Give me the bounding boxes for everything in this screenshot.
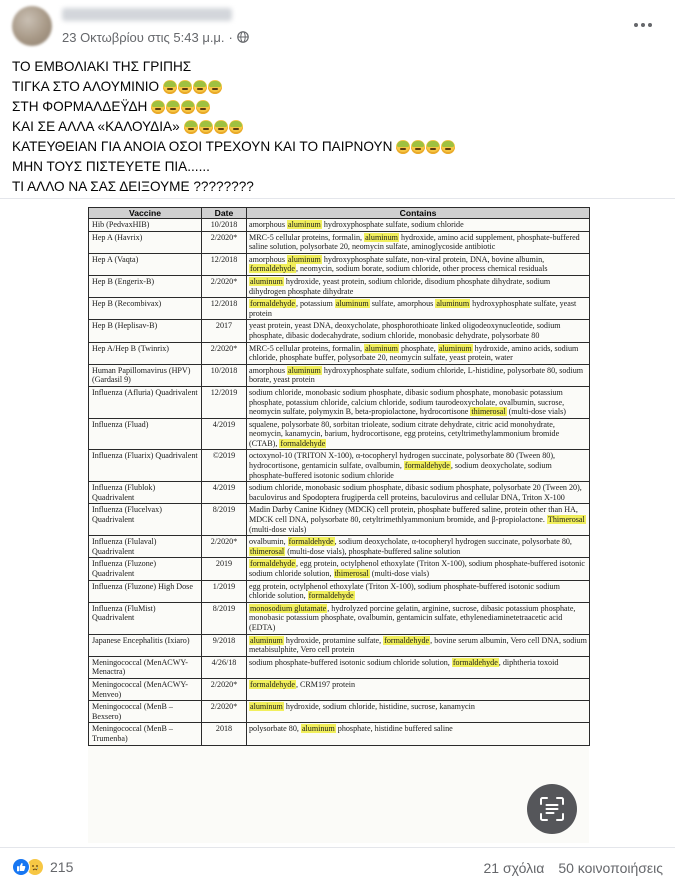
post-text-line-text: ΚΑΤΕΥΘΕΙΑΝ ΓΙΑ ΑΝΟΙΑ ΟΣΟΙ ΤΡΕΧΟΥΝ ΚΑΙ ΤΟ ΠΑΙΡΝΟΥΝ (12, 139, 393, 154)
post-meta (62, 29, 249, 45)
vaccine-name-cell: Meningococcal (MenB – Trumenba) (89, 723, 202, 745)
vaccine-name-cell: Human Papillomavirus (HPV) (Gardasil 9) (89, 364, 202, 386)
post-text-line-text: ΜΗΝ ΤΟΥΣ ΠΙΣΤΕΥΕΤΕ ΠΙΑ...... (12, 159, 210, 174)
header-date: Date (202, 208, 247, 219)
nauseated-face-icon (208, 80, 222, 94)
date-cell: 4/2019 (202, 482, 247, 504)
vaccine-name-cell: Hep A (Vaqta) (89, 253, 202, 275)
reaction-count: 215 (50, 859, 74, 875)
table-row (89, 275, 590, 297)
date-cell: 2/2020* (202, 701, 247, 723)
table-row (89, 482, 590, 504)
vaccine-name-cell: Influenza (FluMist) Quadrivalent (89, 602, 202, 634)
vaccine-name-cell: Hib (PedvaxHIB) (89, 219, 202, 232)
vaccine-ingredients-table-scan (88, 207, 589, 843)
visual-search-button[interactable] (527, 784, 577, 834)
highlighted-ingredient: formaldehyde (250, 559, 295, 569)
table-row (89, 231, 590, 253)
vaccine-name-cell: Hep A (Havrix) (89, 231, 202, 253)
vaccine-name-cell: Hep B (Heplisav-B) (89, 320, 202, 342)
highlighted-ingredient: thimerosal (250, 546, 285, 556)
date-cell: 2017 (202, 320, 247, 342)
highlighted-ingredient: monosodium glutamate (250, 603, 327, 613)
post-text-line (12, 117, 662, 137)
highlighted-ingredient: aluminum (250, 702, 283, 712)
emoji-group (163, 80, 222, 94)
date-cell: 2/2020* (202, 678, 247, 700)
post-image[interactable] (0, 198, 675, 848)
globe-icon[interactable] (237, 31, 249, 43)
table-row (89, 558, 590, 580)
vaccine-name-cell: Influenza (Fluarix) Quadrivalent (89, 450, 202, 482)
scan-text-icon (539, 796, 565, 822)
contains-cell: polysorbate 80, aluminum phosphate, histidine buffered saline (247, 723, 590, 745)
post-text-line (12, 137, 662, 157)
emoji-group (151, 100, 210, 114)
highlighted-ingredient: aluminum (301, 724, 335, 734)
table-header-row (89, 208, 590, 219)
contains-cell: Madin Darby Canine Kidney (MDCK) cell protein, phosphate buffered saline, protein other than HA, MDCK cell DNA, polysorbate 80, cetyltrimethlyammonium bromide, and β-propiolactone. Thimerosal (multi-dose vials) (247, 504, 590, 536)
highlighted-ingredient: aluminum (288, 365, 321, 375)
date-cell: 12/2018 (202, 298, 247, 320)
highlighted-ingredient: aluminum (250, 635, 283, 645)
date-cell: 9/2018 (202, 634, 247, 656)
contains-cell: yeast protein, yeast DNA, deoxycholate, phosphorothioate linked oligodeoxynucleotide, sodium phosphate, dibasic dodecahydrate, sodium chloride, monobasic dehydrate, polysorbate 80 (247, 320, 590, 342)
date-cell: 2/2020* (202, 275, 247, 297)
highlighted-ingredient: formaldehyde (288, 537, 334, 547)
nauseated-face-icon (181, 100, 195, 114)
nauseated-face-icon (163, 80, 177, 94)
post-text-line-text: ΤΙ ΑΛΛΟ ΝΑ ΣΑΣ ΔΕΙΞΟΥΜΕ ???????? (12, 179, 254, 194)
table-row (89, 450, 590, 482)
more-options-icon[interactable] (631, 14, 655, 36)
table-row (89, 536, 590, 558)
contains-cell: formaldehyde, egg protein, octylphenol ethoxylate (Triton X-100), sodium phosphate-buffered isotonic sodium chloride solution, thimerosal (multi-dose vials) (247, 558, 590, 580)
highlighted-ingredient: aluminum (250, 276, 283, 286)
vaccine-name-cell: Hep B (Engerix-B) (89, 275, 202, 297)
vaccine-name-cell: Influenza (Afluria) Quadrivalent (89, 386, 202, 418)
date-cell: 4/2019 (202, 418, 247, 450)
reactions-summary[interactable] (12, 858, 73, 876)
nauseated-face-icon (184, 120, 198, 134)
highlighted-ingredient: formaldehyde (250, 299, 295, 309)
date-cell: 2/2020* (202, 536, 247, 558)
highlighted-ingredient: formaldehyde (384, 635, 430, 645)
date-cell: 1/2019 (202, 580, 247, 602)
highlighted-ingredient: aluminum (365, 232, 398, 242)
nauseated-face-icon (151, 100, 165, 114)
nauseated-face-icon (441, 140, 455, 154)
vaccine-name-cell: Influenza (Flublok) Quadrivalent (89, 482, 202, 504)
date-cell: 12/2019 (202, 386, 247, 418)
highlighted-ingredient: formaldehyde (280, 438, 326, 448)
comments-count[interactable]: 21 σχόλια (483, 860, 545, 876)
nauseated-face-icon (426, 140, 440, 154)
vaccine-name-cell: Meningococcal (MenACWY-Menactra) (89, 656, 202, 678)
header-contains: Contains (247, 208, 590, 219)
footer-stats (484, 860, 663, 876)
post-text-line-text: ΤΟ ΕΜΒΟΛΙΑΚΙ ΤΗΣ ΓΡΙΠΗΣ (12, 59, 192, 74)
vaccine-name-cell: Hep B (Recombivax) (89, 298, 202, 320)
contains-cell: squalene, polysorbate 80, sorbitan trioleate, sodium citrate dehydrate, citric acid monohydrate, neomycin, kanamycin, barium, hydrocortisone, egg proteins, cetyltrimethylammonium bromide (CTAB), formaldehyde (247, 418, 590, 450)
shares-count[interactable]: 50 κοινοποιήσεις (558, 860, 663, 876)
vaccine-name-cell: Meningococcal (MenB – Bexsero) (89, 701, 202, 723)
highlighted-ingredient: thimerosal (334, 569, 369, 578)
table-row (89, 386, 590, 418)
table-row (89, 418, 590, 450)
vaccine-name-cell: Influenza (Flucelvax) Quadrivalent (89, 504, 202, 536)
contains-cell: ovalbumin, formaldehyde, sodium deoxycholate, α-tocopheryl hydrogen succinate, polysorbate 80, thimerosal (multi-dose vials), phosphate-buffered saline solution (247, 536, 590, 558)
contains-cell: sodium chloride, monobasic sodium phosphate, dibasic sodium phosphate, monobasic potassium phosphate, potassium chloride, calcium chloride, sodium taurodeoxycholate, ovalbumin, sucrose, neomycin sulfate, polymyxin B, beta-propiolactone, hydrocortisone thimerosal (multi-dose vials) (247, 386, 590, 418)
date-cell: 8/2019 (202, 504, 247, 536)
vaccine-name-cell: Influenza (Fluad) (89, 418, 202, 450)
date-cell: 2019 (202, 558, 247, 580)
nauseated-face-icon (196, 100, 210, 114)
date-cell: 8/2019 (202, 602, 247, 634)
date-cell: 10/2018 (202, 219, 247, 232)
highlighted-ingredient: formaldehyde (250, 264, 295, 274)
date-cell: 2/2020* (202, 231, 247, 253)
vaccine-name-cell: Influenza (Fluzone) High Dose (89, 580, 202, 602)
table-row (89, 634, 590, 656)
author-avatar[interactable] (12, 6, 52, 46)
nauseated-face-icon (229, 120, 243, 134)
post-text-line (12, 57, 662, 77)
highlighted-ingredient: thimerosal (471, 407, 506, 417)
vaccine-name-cell: Meningococcal (MenACWY-Menveo) (89, 678, 202, 700)
contains-cell: sodium phosphate-buffered isotonic sodium chloride solution, formaldehyde, diphtheria toxoid (247, 656, 590, 678)
date-cell: 4/26/18 (202, 656, 247, 678)
highlighted-ingredient: aluminum (335, 299, 369, 309)
highlighted-ingredient: aluminum (365, 343, 398, 353)
nauseated-face-icon (178, 80, 192, 94)
vaccine-name-cell: Hep A/Hep B (Twinrix) (89, 342, 202, 364)
contains-cell: aluminum hydroxide, sodium chloride, histidine, sucrose, kanamycin (247, 701, 590, 723)
date-cell: 2/2020* (202, 342, 247, 364)
contains-cell: aluminum hydroxide, yeast protein, sodium chloride, disodium phosphate dihydrate, sodium dihydrogen phosphate dihydrate (247, 275, 590, 297)
table-row (89, 298, 590, 320)
date-cell: ©2019 (202, 450, 247, 482)
highlighted-ingredient: aluminum (288, 220, 321, 229)
vaccine-name-cell: Japanese Encephalitis (Ixiaro) (89, 634, 202, 656)
contains-cell: amorphous aluminum hydroxyphosphate sulfate, non-viral protein, DNA, bovine albumin, formaldehyde, neomycin, sodium borate, sodium chloride, other process chemical residuals (247, 253, 590, 275)
nauseated-face-icon (166, 100, 180, 114)
post-header (0, 0, 675, 52)
contains-cell: monosodium glutamate, hydrolyzed porcine gelatin, arginine, sucrose, dibasic potassium phosphate, monobasic potassium phosphate, ovalbumin, gentamicin sulfate, ethylenediaminetetraacetic acid (EDTA) (247, 602, 590, 634)
contains-cell: MRC-5 cellular proteins, formalin, aluminum phosphate, aluminum hydroxide, amino acids, sodium chloride, phosphate buffer, polysorbate 20, neomycin sulfate, yeast protein, water (247, 342, 590, 364)
post-timestamp[interactable]: 23 Οκτωβρίου στις 5:43 μ.μ. (62, 29, 225, 45)
contains-cell: aluminum hydroxide, protamine sulfate, formaldehyde, bovine serum albumin, Vero cell DNA, sodium metabisulphite, Vero cell protein (247, 634, 590, 656)
date-cell: 10/2018 (202, 364, 247, 386)
highlighted-ingredient: formaldehyde (308, 591, 354, 601)
date-cell: 12/2018 (202, 253, 247, 275)
nauseated-face-icon (214, 120, 228, 134)
highlighted-ingredient: aluminum (288, 254, 321, 264)
nauseated-face-icon (193, 80, 207, 94)
author-name[interactable] (62, 8, 232, 21)
vaccine-table (88, 207, 590, 746)
post-text-line-text: ΚΑΙ ΣΕ ΑΛΛΑ «ΚΑΛΟΥΔΙΑ» (12, 119, 180, 134)
post-text-line-text: ΣΤΗ ΦΟΡΜΑΛΔΕΫΔΗ (12, 99, 148, 114)
contains-cell: amorphous aluminum hydroxyphosphate sulfate, sodium chloride, L-histidine, polysorbate 80, sodium borate, yeast protein (247, 364, 590, 386)
highlighted-ingredient: formaldehyde (452, 657, 498, 667)
vaccine-name-cell: Influenza (Fluzone) Quadrivalent (89, 558, 202, 580)
contains-cell: octoxynol-10 (TRITON X-100), α-tocopheryl hydrogen succinate, polysorbate 80 (Tween 80), hydrocortisone, gentamicin sulfate, ovalbumin, formaldehyde, sodium deoxycholate, sodium phosphate-buffered isotonic sodium chloride (247, 450, 590, 482)
contains-cell: sodium chloride, monobasic sodium phosphate, dibasic sodium phosphate, polysorbate 20 (Tween 20), baculovirus and Spodoptera frugiperda cell proteins, baculovirus and cellular DNA, Triton X-100 (247, 482, 590, 504)
table-row (89, 364, 590, 386)
highlighted-ingredient: formaldehyde (250, 679, 295, 689)
nauseated-face-icon (411, 140, 425, 154)
table-row (89, 678, 590, 700)
post-text (12, 57, 662, 197)
contains-cell: MRC-5 cellular proteins, formalin, aluminum hydroxide, amino acid supplement, phosphate-buffered saline solution, polysorbate 20, neomycin sulfate, aminoglycoside antibiotic (247, 231, 590, 253)
contains-cell: amorphous aluminum hydroxyphosphate sulfate, sodium chloride (247, 219, 590, 232)
emoji-group (184, 120, 243, 134)
post-text-line-text: ΤΙΓΚΑ ΣΤΟ ΑΛΟΥΜΙΝΙΟ (12, 79, 160, 94)
vaccine-name-cell: Influenza (Flulaval) Quadrivalent (89, 536, 202, 558)
table-row (89, 253, 590, 275)
table-row (89, 320, 590, 342)
contains-cell: formaldehyde, potassium aluminum sulfate, amorphous aluminum hydroxyphosphate sulfate, yeast protein (247, 298, 590, 320)
post-text-line (12, 157, 662, 177)
meta-separator: · (228, 29, 233, 45)
table-row (89, 219, 590, 232)
post-text-line (12, 97, 662, 117)
table-row (89, 342, 590, 364)
table-row (89, 504, 590, 536)
table-row (89, 580, 590, 602)
header-vaccine: Vaccine (89, 208, 202, 219)
nauseated-face-icon (199, 120, 213, 134)
highlighted-ingredient: formaldehyde (404, 461, 450, 471)
table-row (89, 602, 590, 634)
date-cell: 2018 (202, 723, 247, 745)
table-row (89, 723, 590, 745)
contains-cell: egg protein, octylphenol ethoxylate (Triton X-100), sodium phosphate-buffered isotonic sodium chloride solution, formaldehyde (247, 580, 590, 602)
table-row (89, 701, 590, 723)
like-reaction-icon (12, 858, 30, 876)
post-text-line (12, 77, 662, 97)
emoji-group (396, 140, 455, 154)
contains-cell: formaldehyde, CRM197 protein (247, 678, 590, 700)
nauseated-face-icon (396, 140, 410, 154)
post-footer (0, 852, 675, 891)
highlighted-ingredient: aluminum (438, 343, 472, 353)
table-row (89, 656, 590, 678)
highlighted-ingredient: aluminum (436, 299, 470, 309)
post-text-line (12, 177, 662, 197)
highlighted-ingredient: Thimerosal (547, 515, 585, 525)
